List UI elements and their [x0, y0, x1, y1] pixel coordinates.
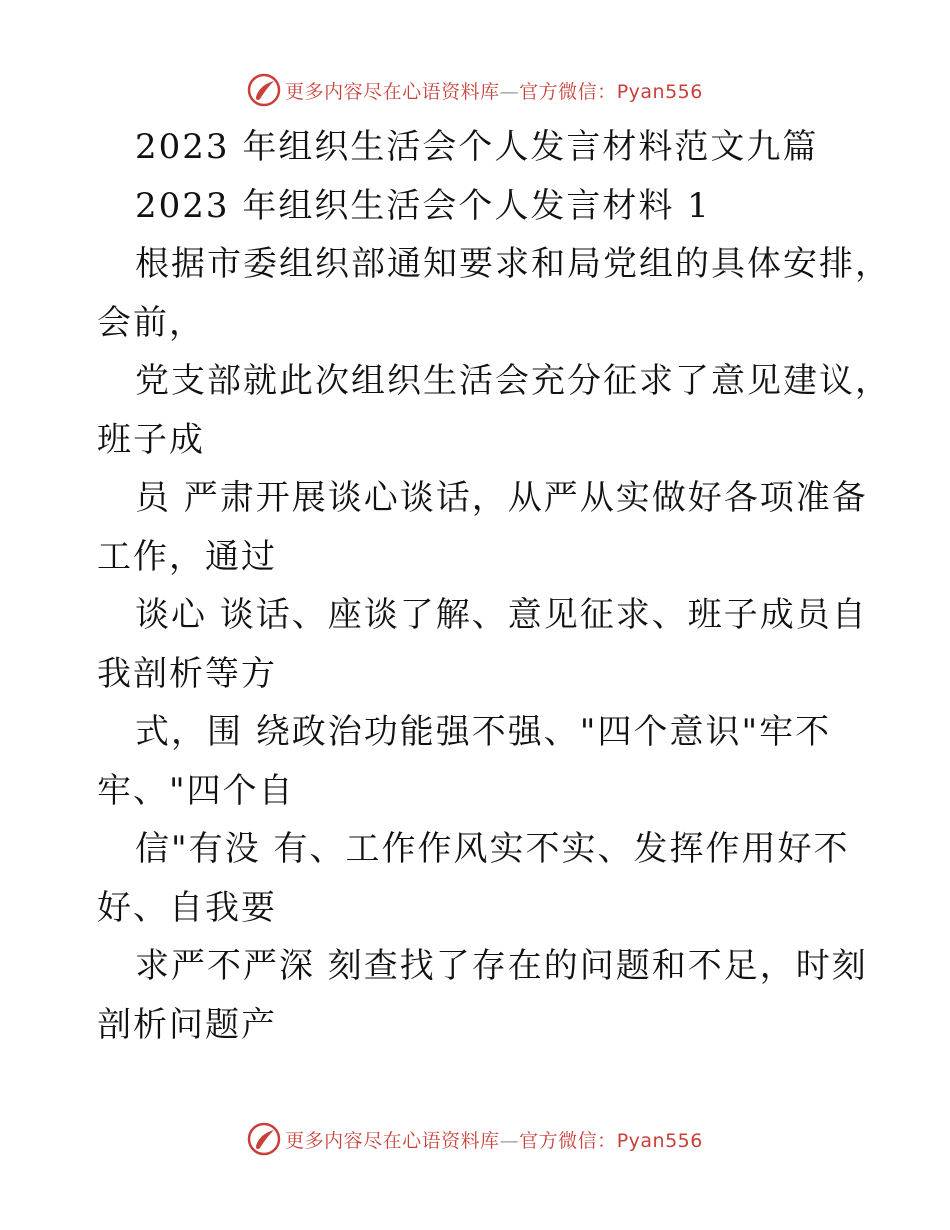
text-line: 牢、"四个自: [97, 770, 295, 811]
banner-text: 更多内容尽在心语资料库—官方微信：Pyan556: [285, 80, 703, 103]
text-line: 式，围 绕政治功能强不强、"四个意识"牢不: [135, 712, 832, 752]
text-line: 好、自我要: [97, 887, 277, 928]
document-title: 2023 年组织生活会个人发言材料范文九篇: [135, 127, 819, 167]
text-line: 工作，通过: [97, 536, 277, 577]
brand-logo-icon: [247, 73, 281, 107]
header-banner: [0, 70, 950, 110]
document-body: [97, 118, 891, 1054]
text-line: 我剖析等方: [97, 653, 277, 694]
text-line: 员 严肃开展谈心谈话，从严从实做好各项准备: [135, 478, 868, 518]
text-line: 信"有没 有、工作作风实不实、发挥作用好不: [135, 829, 850, 869]
text-line: 谈心 谈话、座谈了解、意见征求、班子成员自: [135, 595, 868, 635]
section-heading: 2023 年组织生活会个人发言材料 1: [135, 185, 711, 226]
text-line: 会前，: [97, 302, 205, 343]
text-line: 剖析问题产: [97, 1004, 277, 1045]
text-line: 班子成: [97, 419, 205, 460]
text-line: 党支部就此次组织生活会充分征求了意见建议，: [135, 361, 891, 401]
banner-text: 更多内容尽在心语资料库—官方微信：Pyan556: [285, 1129, 703, 1152]
footer-banner: [0, 1119, 950, 1159]
text-line: 求严不严深 刻查找了存在的问题和不足，时刻: [135, 946, 868, 986]
brand-logo-icon: [247, 1122, 281, 1156]
text-line: 根据市委组织部通知要求和局党组的具体安排，: [135, 244, 891, 284]
